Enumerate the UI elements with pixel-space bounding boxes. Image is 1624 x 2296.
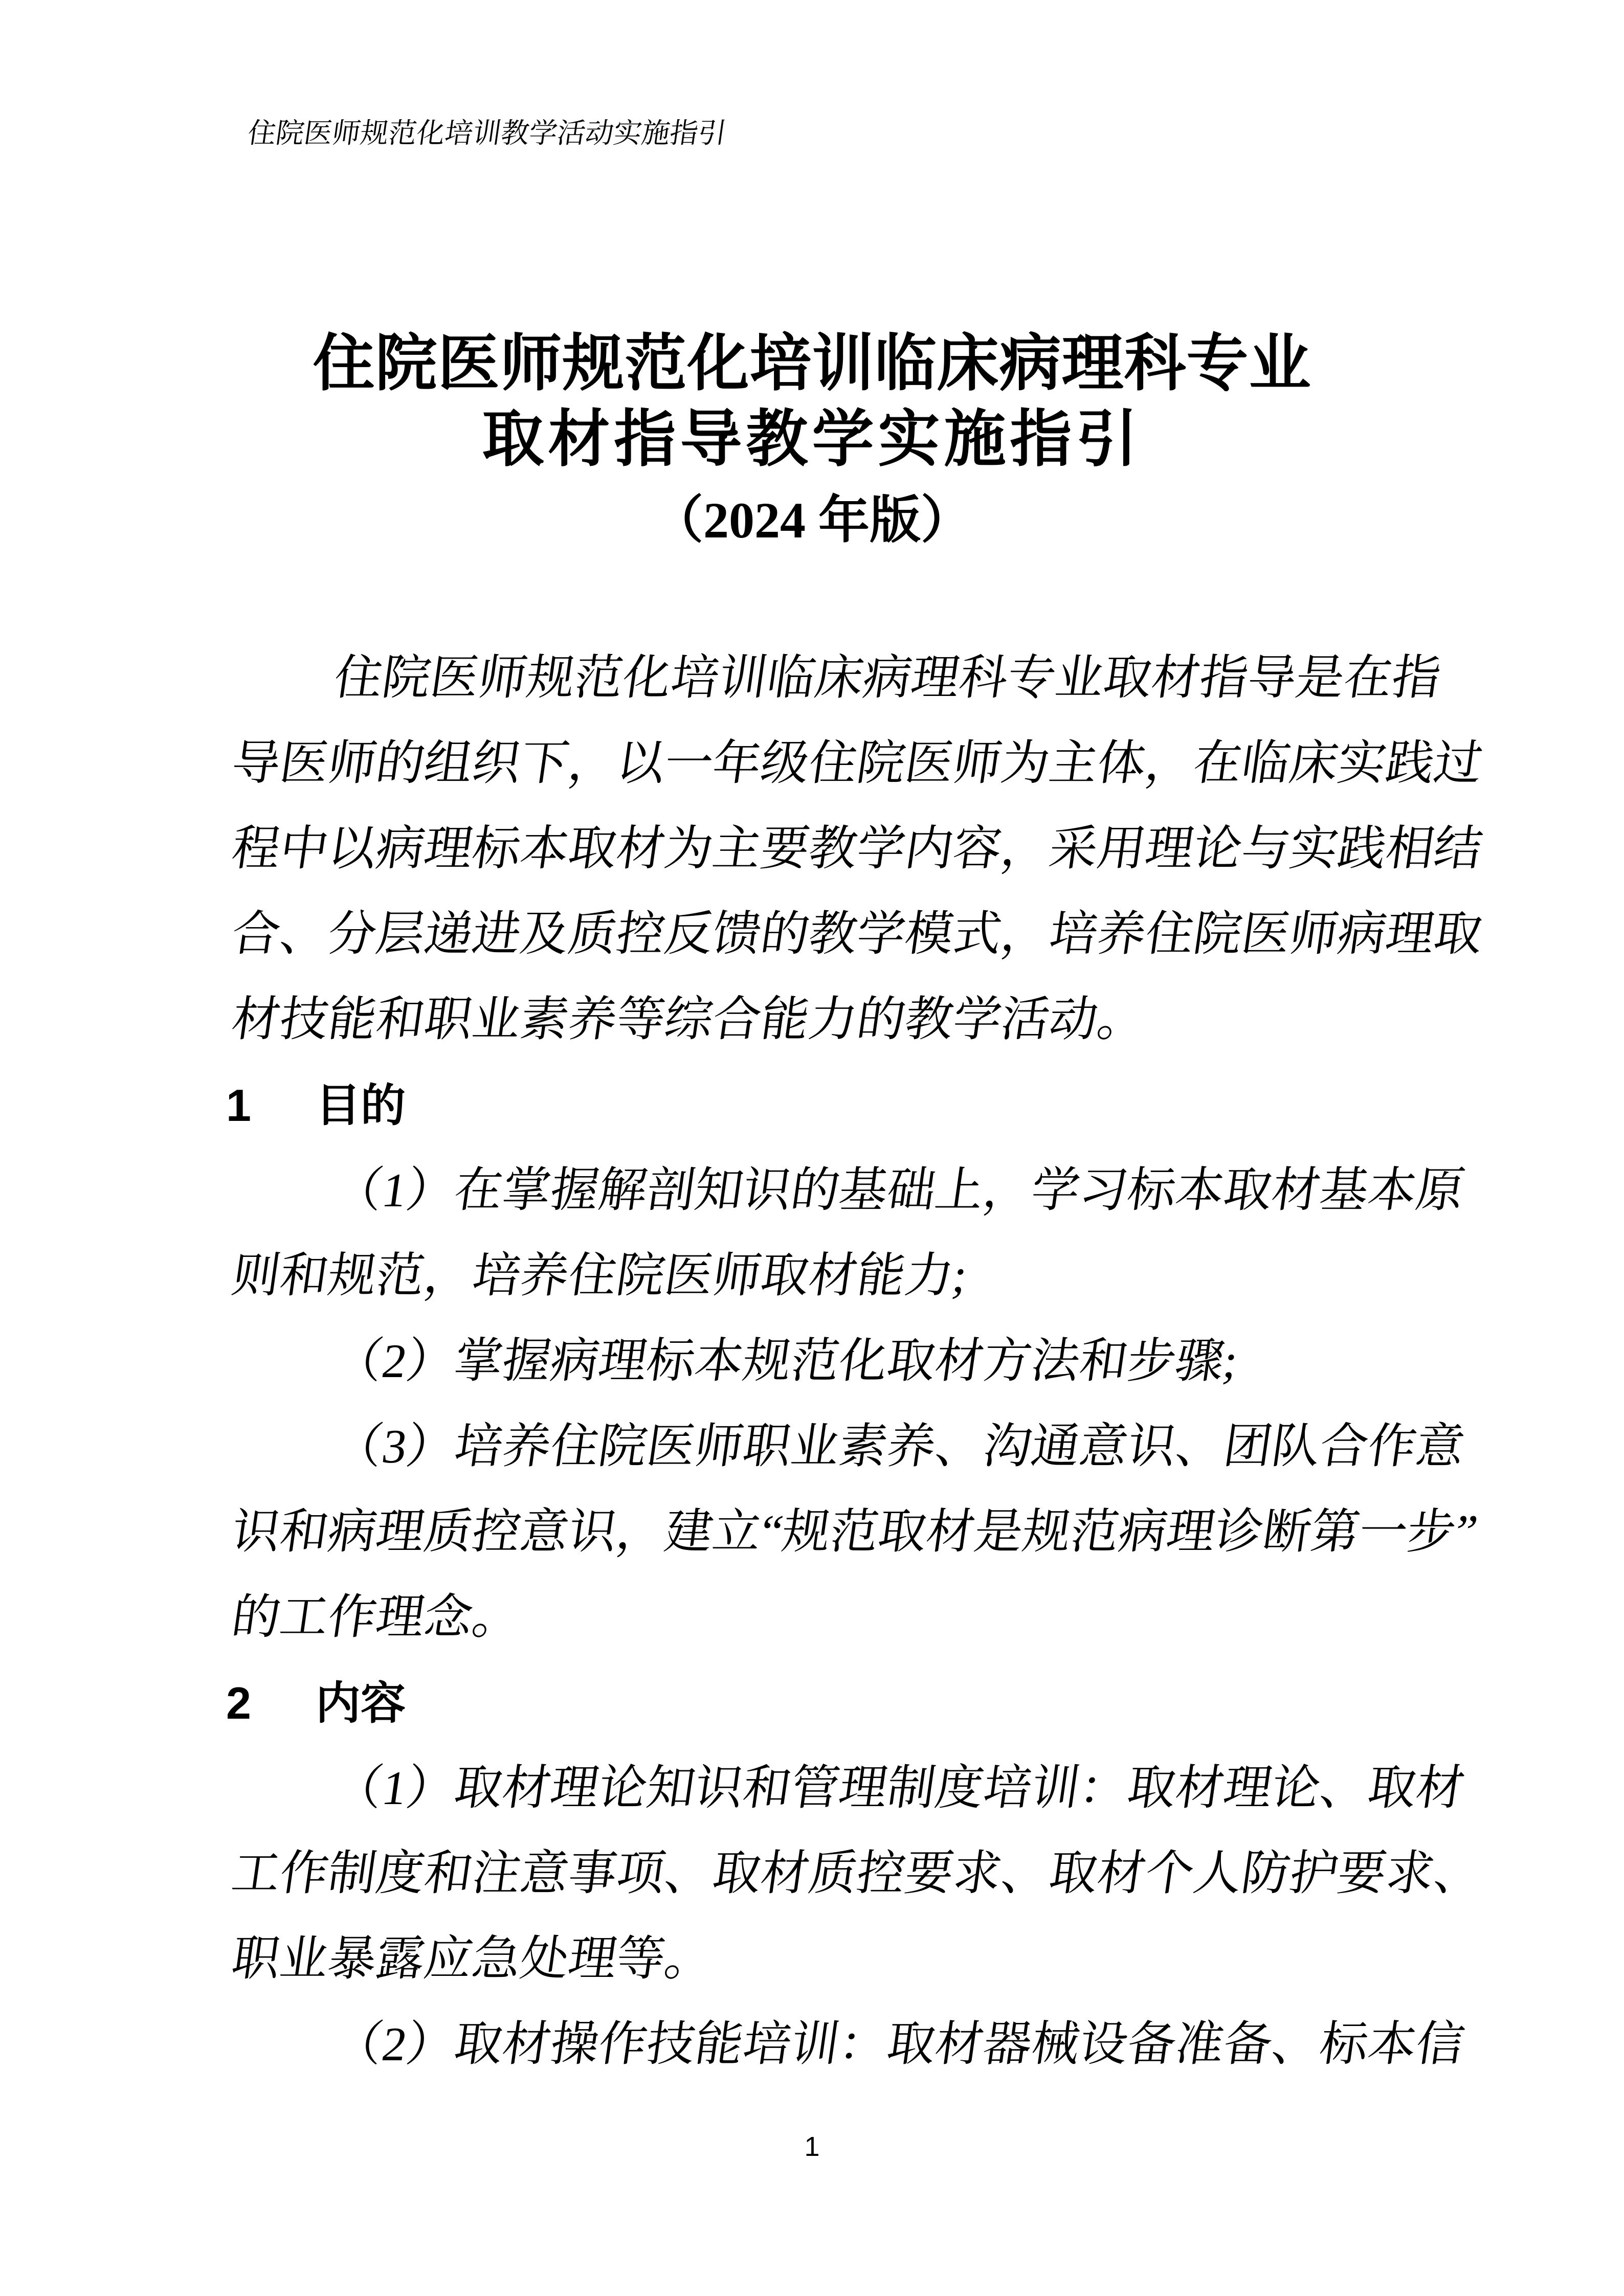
text-line: 合、分层递进及质控反馈的教学模式，培养住院医师病理取 <box>228 908 1486 961</box>
text-line: 职业暴露应急处理等。 <box>228 1932 717 1986</box>
section-heading-2 <box>226 1660 1397 1746</box>
text-line: 材技能和职业素养等综合能力的教学活动。 <box>228 993 1150 1046</box>
doc-title-line-1: 住院医师规范化培训临床病理科专业 <box>313 328 1311 398</box>
running-header: 住院医师规范化培训教学活动实施指引 <box>246 118 729 149</box>
text-line: 工作制度和注意事项、取材质控要求、取材个人防护要求、 <box>228 1847 1486 1900</box>
text-line: 的工作理念。 <box>228 1591 525 1644</box>
text-line: （2）取材操作技能培训：取材器械设备准备、标本信 <box>330 2018 1469 2071</box>
text-line: 导医师的组织下，以一年级住院医师为主体，在临床实践过 <box>228 737 1486 790</box>
section-label: 目的 <box>316 1080 406 1131</box>
text-line: （2）掌握病理标本规范化取材方法和步骤; <box>330 1335 1241 1388</box>
section-label: 内容 <box>316 1678 406 1728</box>
section-heading-1 <box>226 1063 1397 1148</box>
page-number: 1 <box>804 2131 820 2162</box>
text-line: （1）取材理论知识和管理制度培训：取材理论、取材 <box>330 1762 1469 1815</box>
section-number: 1 <box>226 1080 251 1131</box>
doc-title-line-2: 取材指导教学实施指引 <box>482 404 1142 474</box>
text-line: 住院医师规范化培训临床病理科专业取材指导是在指 <box>330 651 1444 705</box>
text-line: 程中以病理标本取材为主要教学内容，采用理论与实践相结 <box>228 822 1486 875</box>
text-line: （1）在掌握解剖知识的基础上，学习标本取材基本原 <box>330 1164 1469 1217</box>
section-number: 2 <box>226 1678 251 1728</box>
doc-title-edition: （2024 年版） <box>652 492 972 549</box>
text-line: 则和规范，培养住院医师取材能力; <box>228 1249 971 1302</box>
text-line: （3）培养住院医师职业素养、沟通意识、团队合作意 <box>330 1420 1469 1473</box>
text-line: 识和病理质控意识，建立“规范取材是规范病理诊断第一步” <box>228 1505 1481 1559</box>
document-body <box>226 636 1486 2087</box>
